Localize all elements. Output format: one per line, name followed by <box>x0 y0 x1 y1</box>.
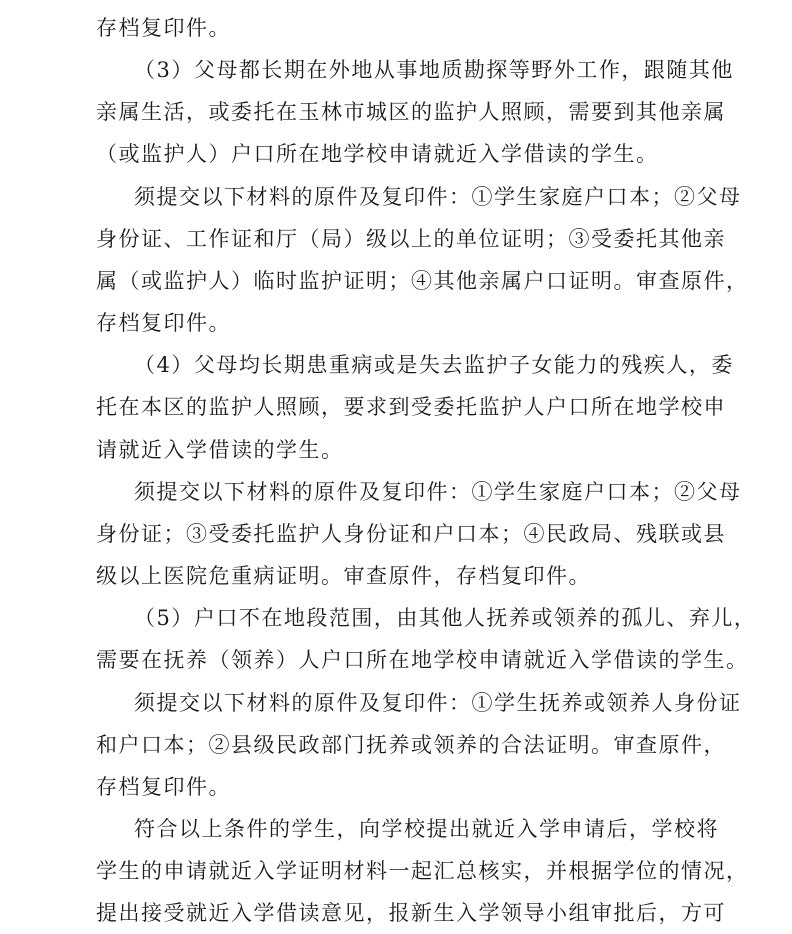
text-line-3: 亲属生活，或委托在玉林市城区的监护人照顾，需要到其他亲属 <box>96 100 726 124</box>
text-line-4: （或监护人）户口所在地学校申请就近入学借读的学生。 <box>96 142 659 166</box>
text-line-2: （3）父母都长期在外地从事地质勘探等野外工作，跟随其他 <box>134 58 734 82</box>
text-line-19: 存档复印件。 <box>96 775 231 799</box>
text-line-10: 托在本区的监护人照顾，要求到受委托监护人户口所在地学校申 <box>96 395 726 419</box>
text-line-9: （4）父母均长期患重病或是失去监护子女能力的残疾人，委 <box>134 353 734 377</box>
text-line-13: 身份证；③受委托监护人身份证和户口本；④民政局、残联或县 <box>96 522 726 546</box>
text-line-1: 存档复印件。 <box>96 16 231 40</box>
text-line-6: 身份证、工作证和厅（局）级以上的单位证明；③受委托其他亲 <box>96 227 726 251</box>
text-line-11: 请就近入学借读的学生。 <box>96 438 344 462</box>
text-line-5: 须提交以下材料的原件及复印件：①学生家庭户口本；②父母 <box>134 185 742 209</box>
text-line-15: （5）户口不在地段范围，由其他人抚养或领养的孤儿、弃儿， <box>134 606 757 630</box>
text-line-16: 需要在抚养（领养）人户口所在地学校申请就近入学借读的学生。 <box>96 648 749 672</box>
text-line-22: 提出接受就近入学借读意见，报新生入学领导小组审批后，方可 <box>96 901 726 925</box>
text-line-12: 须提交以下材料的原件及复印件：①学生家庭户口本；②父母 <box>134 480 742 504</box>
text-line-21: 学生的申请就近入学证明材料一起汇总核实，并根据学位的情况， <box>96 859 749 883</box>
text-line-20: 符合以上条件的学生，向学校提出就近入学申请后，学校将 <box>134 817 719 841</box>
text-line-7: 属（或监护人）临时监护证明；④其他亲属户口证明。审查原件， <box>96 269 749 293</box>
text-line-8: 存档复印件。 <box>96 311 231 335</box>
text-line-18: 和户口本；②县级民政部门抚养或领养的合法证明。审查原件， <box>96 733 726 757</box>
text-line-17: 须提交以下材料的原件及复印件：①学生抚养或领养人身份证 <box>134 691 742 715</box>
text-line-14: 级以上医院危重病证明。审查原件，存档复印件。 <box>96 564 591 588</box>
